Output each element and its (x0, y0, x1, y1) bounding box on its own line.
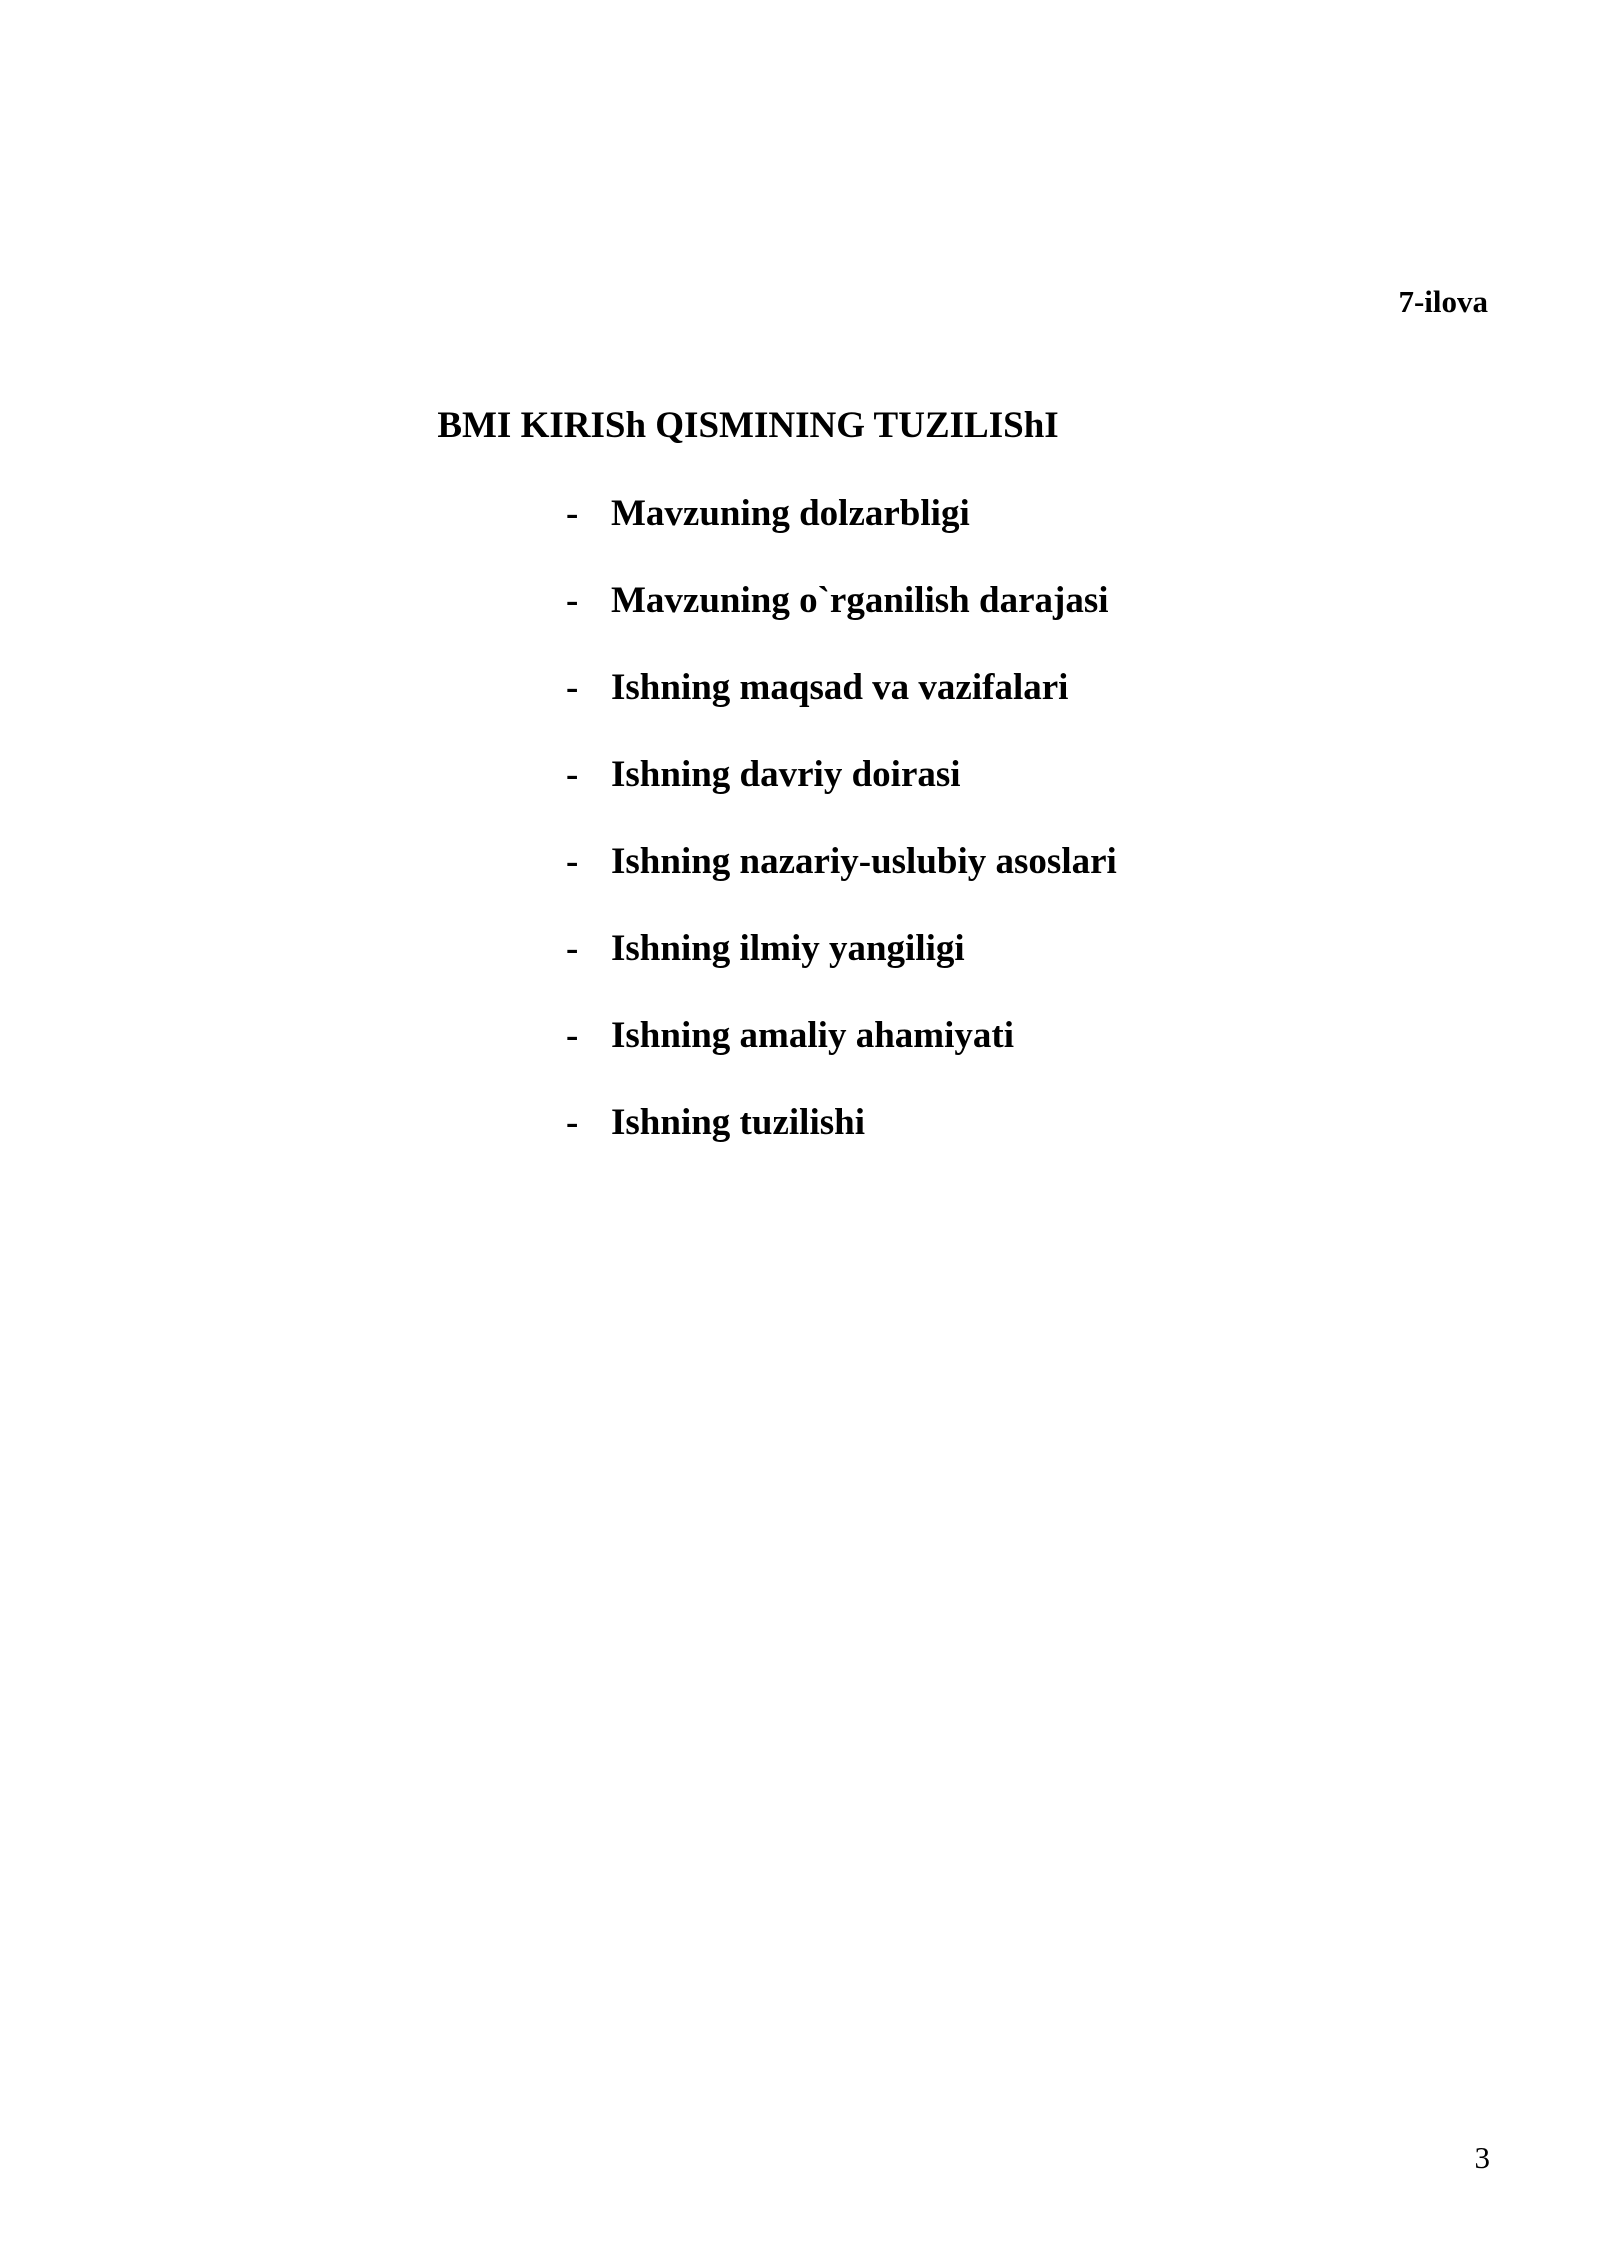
list-item (566, 1099, 1117, 1186)
list-item-text: Ishning nazariy-uslubiy asoslari (611, 841, 1117, 882)
list-item-text: Ishning amaliy ahamiyati (611, 1015, 1014, 1056)
list-item-text: Ishning ilmiy yangiligi (611, 928, 965, 969)
list-item (566, 1012, 1117, 1099)
list-bullet: - (566, 580, 579, 621)
list-bullet: - (566, 493, 579, 534)
list-item (566, 751, 1117, 838)
list-bullet: - (566, 1015, 579, 1056)
list-bullet: - (566, 841, 579, 882)
list-bullet: - (566, 1102, 579, 1143)
list-item-text: Ishning tuzilishi (611, 1102, 865, 1143)
list-item-text: Ishning maqsad va vazifalari (611, 667, 1069, 708)
list-bullet: - (566, 754, 579, 795)
list-item (566, 925, 1117, 1012)
list-item-text: Ishning davriy doirasi (611, 754, 961, 795)
list-bullet: - (566, 928, 579, 969)
list-item-text: Mavzuning dolzarbligi (611, 493, 970, 534)
page-number: 3 (1474, 2140, 1490, 2175)
appendix-label: 7-ilova (1398, 284, 1488, 319)
list-item-text: Mavzuning o`rganilish darajasi (611, 580, 1109, 621)
list-item (566, 838, 1117, 925)
list-item (566, 664, 1117, 751)
structure-list (566, 490, 1117, 1186)
list-item (566, 490, 1117, 577)
page-title: BMI KIRISh QISMINING TUZILIShI (437, 405, 1059, 446)
list-item (566, 577, 1117, 664)
list-bullet: - (566, 667, 579, 708)
